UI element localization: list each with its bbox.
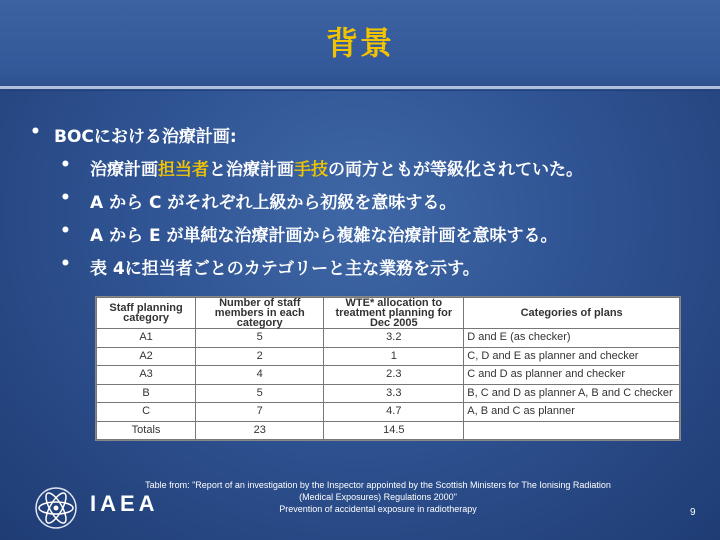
title-divider-shadow bbox=[0, 90, 720, 91]
bullet-list bbox=[30, 122, 583, 287]
table-cell: 3.2 bbox=[324, 329, 464, 348]
table-cell: D and E (as checker) bbox=[464, 329, 680, 348]
bullet-icon: • bbox=[60, 254, 71, 274]
table-cell: C, D and E as planner and checker bbox=[464, 347, 680, 366]
highlight-tantousha: 担当者 bbox=[158, 160, 209, 180]
table-header: WTE* allocation to treatment planning for Dec 2005 bbox=[324, 298, 464, 329]
page-number: 9 bbox=[690, 507, 696, 518]
iaea-logo-text: IAEA bbox=[90, 491, 159, 516]
source-line-1: Table from: "Report of an investigation by the Inspector appointed by the Scottish Ministers for The Ionising Radiation bbox=[145, 480, 611, 490]
iaea-logo-icon bbox=[30, 482, 82, 538]
table-header: Number of staff members in each category bbox=[196, 298, 324, 329]
table-cell: 5 bbox=[196, 384, 324, 403]
table-cell: 3.3 bbox=[324, 384, 464, 403]
bullet-icon: • bbox=[60, 221, 71, 241]
table-row bbox=[97, 347, 680, 366]
table-cell: B bbox=[97, 384, 196, 403]
table-cell: A1 bbox=[97, 329, 196, 348]
bullet-icon: • bbox=[60, 155, 71, 175]
table-cell: A3 bbox=[97, 366, 196, 385]
table-cell: 1 bbox=[324, 347, 464, 366]
bullet-icon: • bbox=[30, 122, 41, 142]
sub-bullet-2 bbox=[60, 188, 583, 213]
sub-bullet-3-text: A から E が単純な治療計画から複雑な治療計画を意味する。 bbox=[90, 226, 558, 246]
table-row bbox=[97, 403, 680, 422]
staff-table bbox=[96, 297, 680, 440]
table-cell: 7 bbox=[196, 403, 324, 422]
sub-bullet-4-text: 表 4に担当者ごとのカテゴリーと主な業務を示す。 bbox=[90, 259, 480, 279]
sub-bullet-2-text: A から C がそれぞれ上級から初級を意味する。 bbox=[90, 193, 457, 213]
bullet-main-text: BOCにおける治療計画: bbox=[54, 127, 237, 147]
table-cell: 4.7 bbox=[324, 403, 464, 422]
bullet-main bbox=[30, 122, 583, 147]
table-row bbox=[97, 366, 680, 385]
highlight-shugi: 手技 bbox=[294, 160, 328, 180]
table-cell: 23 bbox=[196, 421, 324, 440]
table-row bbox=[97, 329, 680, 348]
footer-text: Prevention of accidental exposure in radiotherapy bbox=[279, 504, 477, 514]
table-header: Categories of plans bbox=[464, 298, 680, 329]
sub-bullet-1-text: 治療計画担当者と治療計画手技の両方ともが等級化されていた。 bbox=[90, 160, 583, 180]
table-cell: A2 bbox=[97, 347, 196, 366]
sub-bullet-3 bbox=[60, 221, 583, 246]
sub-bullet-1 bbox=[60, 155, 583, 180]
table-header: Staff planning category bbox=[97, 298, 196, 329]
table-cell: 14.5 bbox=[324, 421, 464, 440]
table-cell: 5 bbox=[196, 329, 324, 348]
table-cell: 2.3 bbox=[324, 366, 464, 385]
table-cell: Totals bbox=[97, 421, 196, 440]
table-source-note bbox=[118, 479, 638, 515]
title-divider bbox=[0, 86, 720, 89]
table-row bbox=[97, 384, 680, 403]
staff-table-image bbox=[95, 296, 681, 441]
bullet-icon: • bbox=[60, 188, 71, 208]
table-cell bbox=[464, 421, 680, 440]
table-cell: 4 bbox=[196, 366, 324, 385]
table-cell: 2 bbox=[196, 347, 324, 366]
table-cell: B, C and D as planner A, B and C checker bbox=[464, 384, 680, 403]
table-cell: C bbox=[97, 403, 196, 422]
table-row-totals bbox=[97, 421, 680, 440]
table-header-row bbox=[97, 298, 680, 329]
table-cell: A, B and C as planner bbox=[464, 403, 680, 422]
slide-title: 背景 bbox=[325, 24, 394, 62]
table-cell: C and D as planner and checker bbox=[464, 366, 680, 385]
source-line-2: (Medical Exposures) Regulations 2000" bbox=[299, 492, 457, 502]
sub-bullet-4 bbox=[60, 254, 583, 279]
